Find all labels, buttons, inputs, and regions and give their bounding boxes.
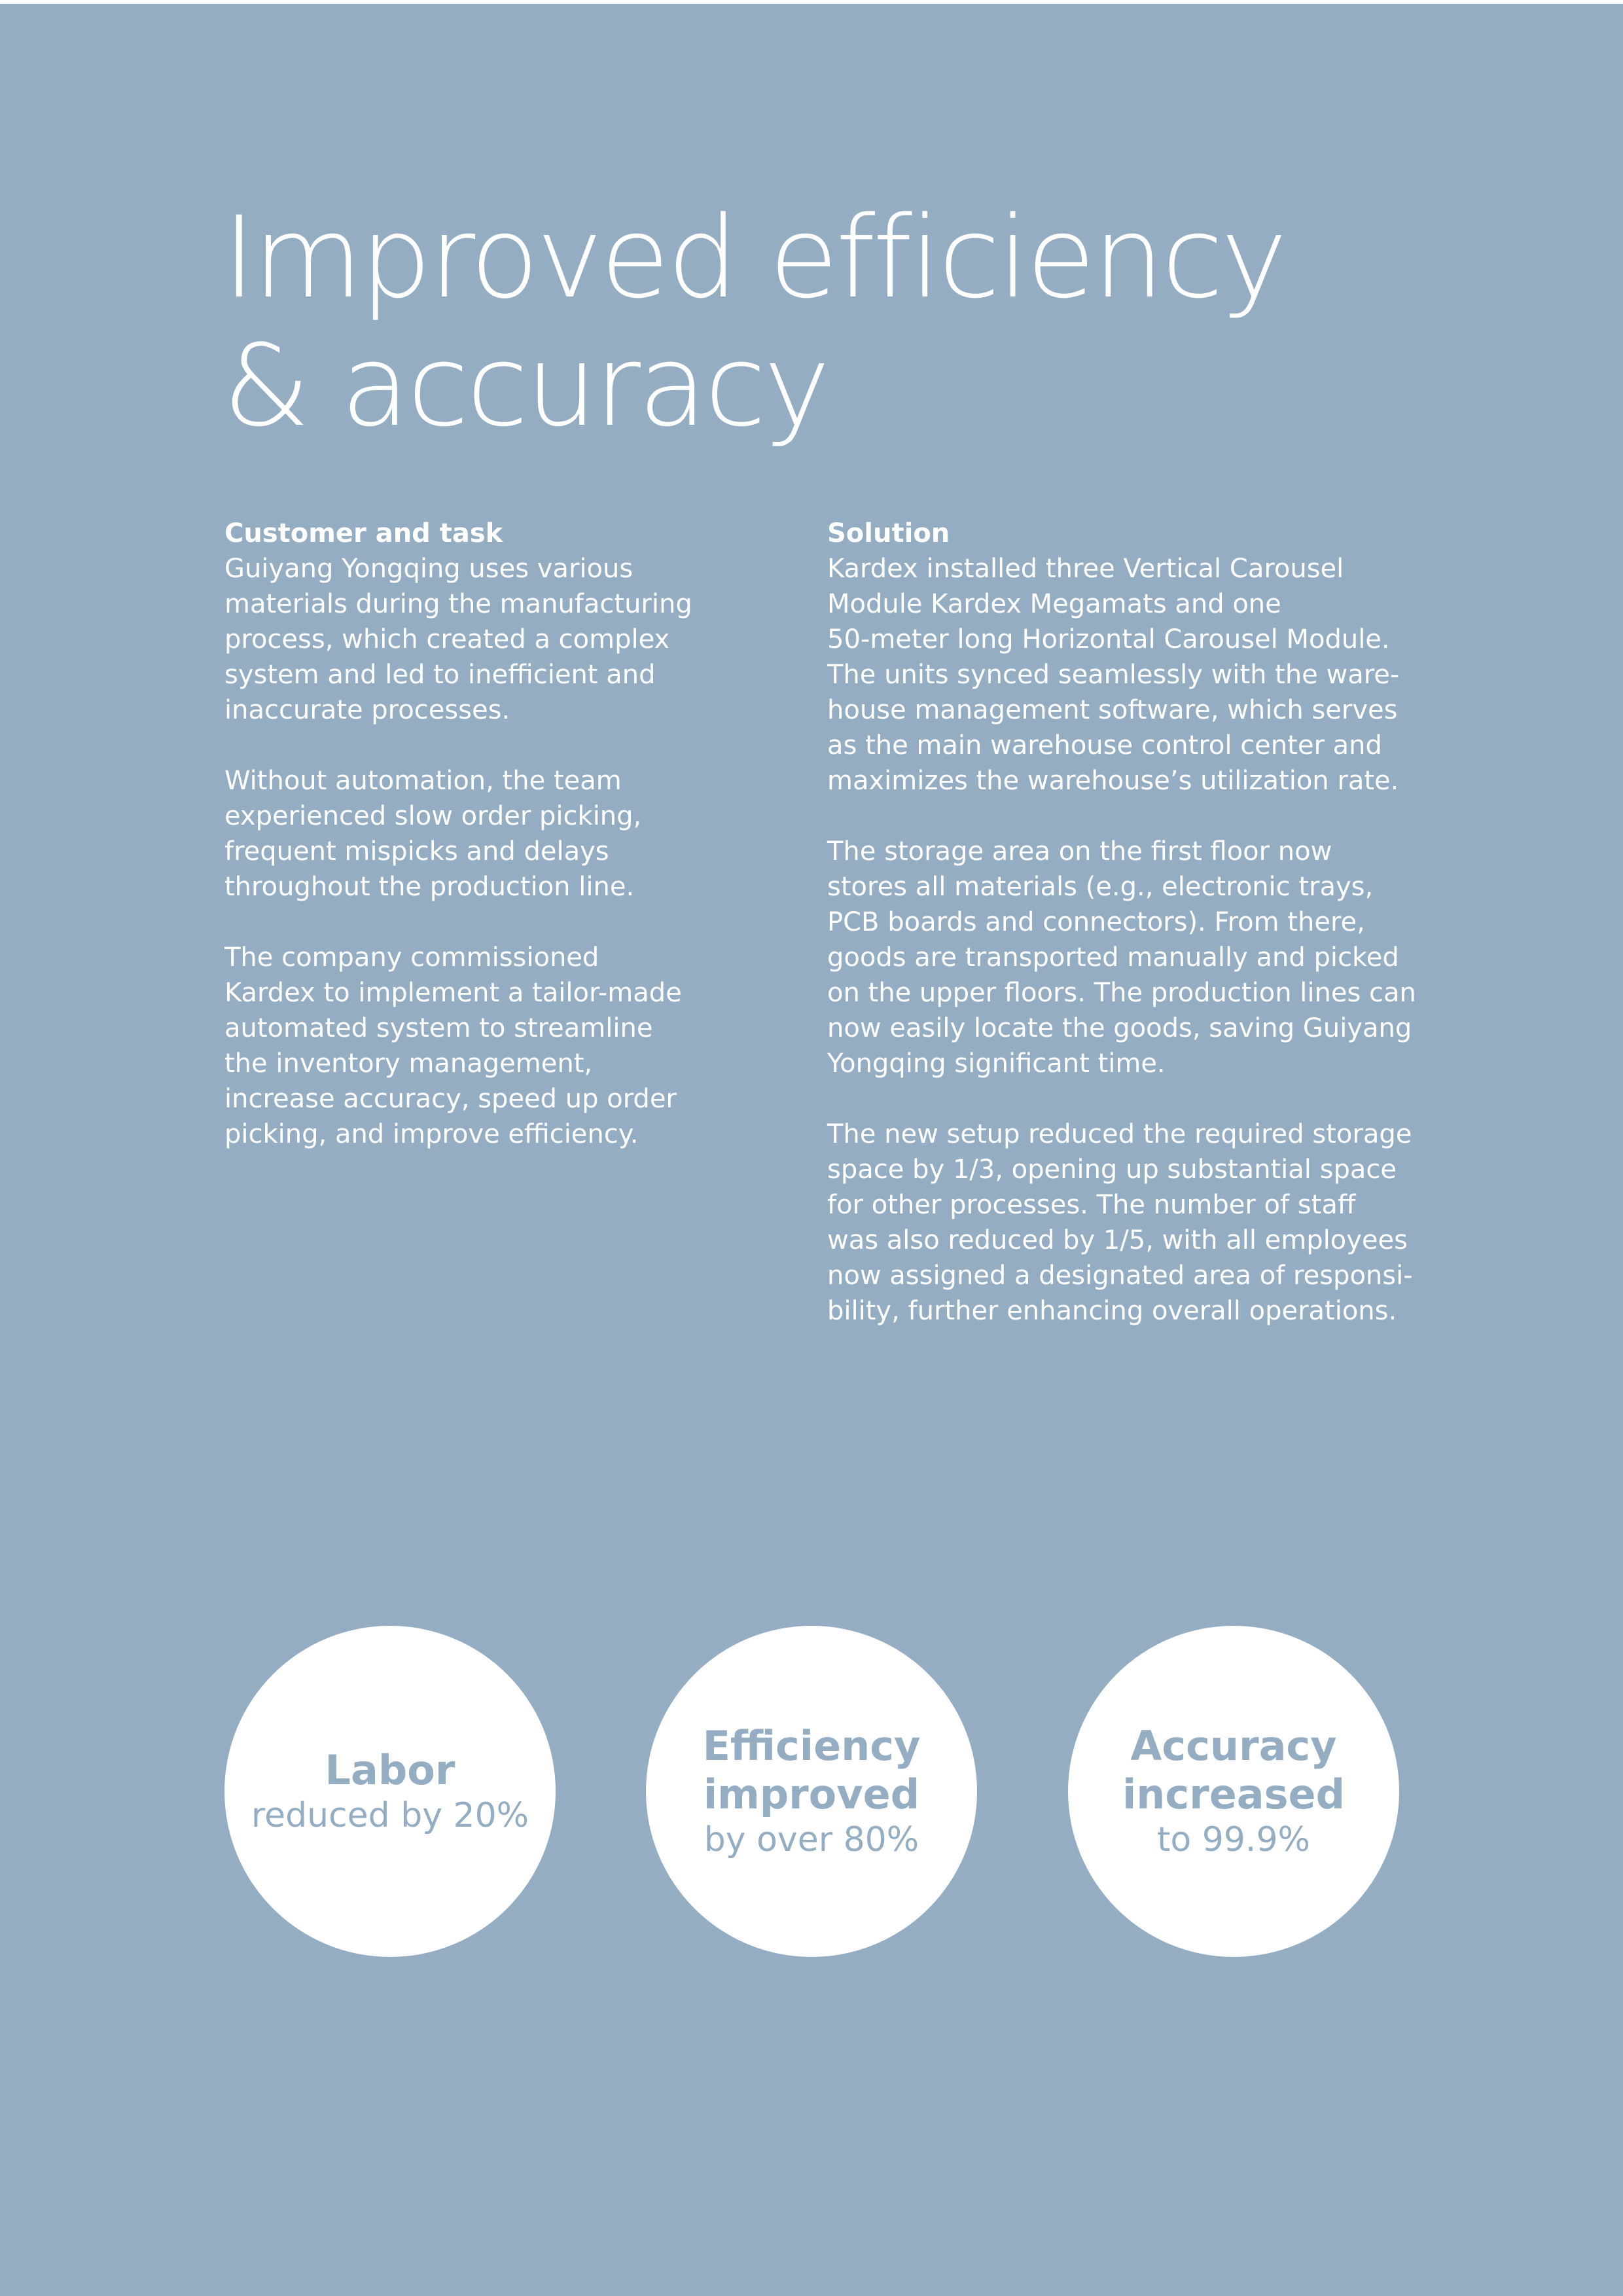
stat-detail: by over 80% — [704, 1820, 919, 1859]
text-line: increase accuracy, speed up order — [224, 1084, 677, 1114]
text-line: the inventory management, — [224, 1049, 593, 1079]
text-line: PCB boards and connectors). From there, — [827, 907, 1365, 937]
stat-detail: to 99.9% — [1157, 1820, 1310, 1859]
text-line: throughout the production line. — [224, 872, 635, 902]
stat-title-line: Accuracy — [1130, 1722, 1337, 1770]
text-line: Module Kardex Megamats and one — [827, 589, 1281, 619]
stat-circle-accuracy — [1068, 1626, 1399, 1957]
text-line: The company commissioned — [224, 942, 599, 973]
text-line: Guiyang Yongqing uses various — [224, 554, 633, 584]
page-title — [223, 194, 1466, 450]
text-line: automated system to streamline — [224, 1013, 653, 1043]
customer-task-paragraph — [224, 551, 722, 728]
text-line: The storage area on the first floor now — [827, 836, 1332, 867]
solution-paragraph — [827, 1117, 1416, 1329]
text-line: now easily locate the goods, saving Guiyang — [827, 1013, 1412, 1043]
title-line-2: & accuracy — [223, 320, 828, 452]
text-line: Yongqing significant time. — [827, 1049, 1166, 1079]
text-line: stores all materials (e.g., electronic trays, — [827, 872, 1374, 902]
text-line: experienced slow order picking, — [224, 801, 642, 831]
text-line: as the main warehouse control center and — [827, 730, 1382, 761]
title-line-1: Improved efficiency — [223, 192, 1285, 323]
text-line: process, which created a complex — [224, 624, 670, 655]
text-line: materials during the manufacturing — [224, 589, 692, 619]
text-line: for other processes. The number of staff — [827, 1190, 1356, 1220]
text-line: inaccurate processes. — [224, 695, 510, 725]
text-line: The units synced seamlessly with the ware- — [827, 660, 1400, 690]
text-line: maximizes the warehouse’s utilization rate. — [827, 766, 1399, 796]
solution-paragraph — [827, 551, 1416, 798]
stat-title-line: increased — [1122, 1770, 1345, 1818]
text-line: goods are transported manually and picked — [827, 942, 1399, 973]
text-line: Kardex to implement a tailor-made — [224, 978, 682, 1008]
stat-detail: reduced by 20% — [251, 1796, 529, 1835]
stat-circle-labor — [224, 1626, 556, 1957]
text-line: bility, further enhancing overall operations. — [827, 1296, 1397, 1326]
text-line: Kardex installed three Vertical Carousel — [827, 554, 1344, 584]
customer-task-paragraph — [224, 763, 722, 905]
text-line: frequent mispicks and delays — [224, 836, 609, 867]
text-line: 50-meter long Horizontal Carousel Module. — [827, 624, 1390, 655]
stat-circle-efficiency — [646, 1626, 977, 1957]
stat-title-line: improved — [703, 1770, 920, 1818]
solution-column — [827, 516, 1416, 1364]
text-line: house management software, which serves — [827, 695, 1398, 725]
page-background — [0, 4, 1623, 2296]
text-line: Without automation, the team — [224, 766, 622, 796]
solution-heading: Solution — [827, 518, 950, 548]
customer-task-paragraph — [224, 940, 722, 1152]
stat-title-line: Labor — [325, 1746, 455, 1794]
text-line: space by 1/3, opening up substantial space — [827, 1155, 1397, 1185]
solution-paragraph — [827, 834, 1416, 1081]
text-line: now assigned a designated area of responsi- — [827, 1261, 1413, 1291]
text-line: The new setup reduced the required storage — [827, 1119, 1412, 1149]
stat-title-line: Efficiency — [702, 1722, 921, 1770]
customer-task-column — [224, 516, 722, 1187]
text-line: was also reduced by 1/5, with all employees — [827, 1225, 1408, 1255]
text-line: system and led to inefficient and — [224, 660, 656, 690]
customer-task-heading: Customer and task — [224, 518, 503, 548]
text-line: picking, and improve efficiency. — [224, 1119, 639, 1149]
text-line: on the upper floors. The production lines can — [827, 978, 1416, 1008]
